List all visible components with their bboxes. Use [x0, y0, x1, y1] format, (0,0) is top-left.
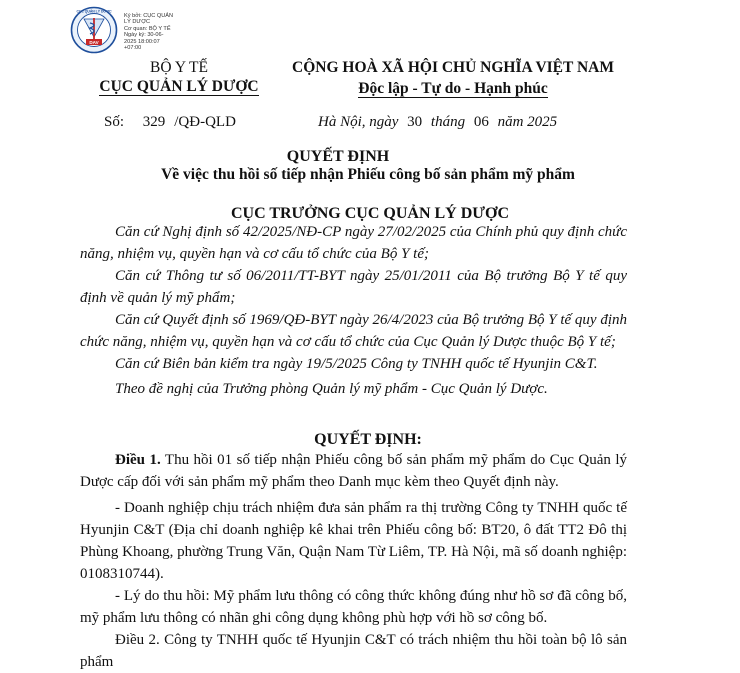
basis-item: Căn cứ Biên bản kiểm tra ngày 19/5/2025 Công ty TNHH quốc tế Hyunjin C&T.: [115, 356, 598, 372]
national-motto: Độc lập - Tự do - Hạnh phúc: [358, 80, 548, 97]
legal-bases: [80, 221, 627, 400]
list-item: - Lý do thu hồi: Mỹ phẩm lưu thông có công thức không đúng như hồ sơ đã công bố, mỹ phẩm lưu thông có nhãn ghi công dụng không phù hợp với hồ sơ công bố.: [80, 588, 627, 626]
list-item: - Doanh nghiệp chịu trách nhiệm đưa sản phẩm ra thị trường Công ty TNHH quốc tế Hyunjin C&T (Địa chỉ doanh nghiệp kê khai trên Phiếu công bố: BT20, ô đất TT2 Đô thị Phùng Khoang, phường Trung Văn, Quận Nam Từ Liêm, TP. Hà Nội, mã số doanh nghiệp: 0108310744).: [80, 500, 627, 582]
article-1: Điều 1. Thu hồi 01 số tiếp nhận Phiếu công bố sản phẩm mỹ phẩm do Cục Quản lý Dược cấp đối với sản phẩm mỹ phẩm theo Danh mục kèm theo Quyết định này.: [80, 452, 628, 490]
seal-text: CỤC QUẢN LÝ DƯỢC: [76, 9, 112, 14]
sign-line: Ngày ký: 30-06-: [124, 32, 164, 39]
issuing-authority: CỤC TRƯỞNG CỤC QUẢN LÝ DƯỢC: [230, 205, 510, 222]
ministry-name: BỘ Y TẾ: [150, 59, 208, 76]
basis-item: Theo đề nghị của Trưởng phòng Quản lý mỹ phẩm - Cục Quản lý Dược.: [115, 381, 548, 397]
sign-line: LÝ DƯỢC: [124, 19, 151, 26]
basis-item: Căn cứ Thông tư số 06/2011/TT-BYT ngày 25/01/2011 của Bộ trưởng Bộ Y tế quy định về quản lý mỹ phẩm;: [80, 268, 627, 306]
seal-code: DAV: [89, 39, 99, 45]
country-name: CỘNG HOÀ XÃ HỘI CHỦ NGHĨA VIỆT NAM: [292, 59, 614, 76]
agency-name: CỤC QUẢN LÝ DƯỢC: [99, 78, 259, 95]
digital-signature-info: [124, 13, 173, 51]
decision-body: [80, 449, 628, 670]
document-number: Số: 329 /QĐ-QLD: [104, 114, 236, 130]
decision-heading: QUYẾT ĐỊNH:: [314, 431, 422, 448]
list-item: Điều 2. Công ty TNHH quốc tế Hyunjin C&T có trách nhiệm thu hồi toàn bộ lô sản phẩm: [80, 632, 627, 670]
agency-seal: [70, 6, 118, 54]
basis-item: Căn cứ Nghị định số 42/2025/NĐ-CP ngày 27/02/2025 của Chính phủ quy định chức năng, nhiệm vụ, quyền hạn và cơ cấu tổ chức của Bộ Y tế;: [80, 224, 627, 262]
issue-date: Hà Nội, ngày 30 tháng 06 năm 2025: [318, 114, 558, 130]
document-subtitle: Về việc thu hồi số tiếp nhận Phiếu công bố sản phẩm mỹ phẩm: [161, 166, 575, 183]
sign-line: Cơ quan: BỘ Y TẾ: [124, 25, 171, 32]
sign-line: +07:00: [124, 45, 142, 52]
sign-line: 2025 18:00:07: [124, 38, 160, 45]
sign-line: Ký bởi: CỤC QUẢN: [124, 13, 174, 19]
basis-item: Căn cứ Quyết định số 1969/QĐ-BYT ngày 26/4/2023 của Bộ trưởng Bộ Y tế quy định chức năng, nhiệm vụ, quyền hạn và cơ cấu tổ chức của Cục Quản lý Dược thuộc Bộ Y tế;: [80, 312, 627, 350]
document-title: QUYẾT ĐỊNH: [286, 148, 390, 165]
